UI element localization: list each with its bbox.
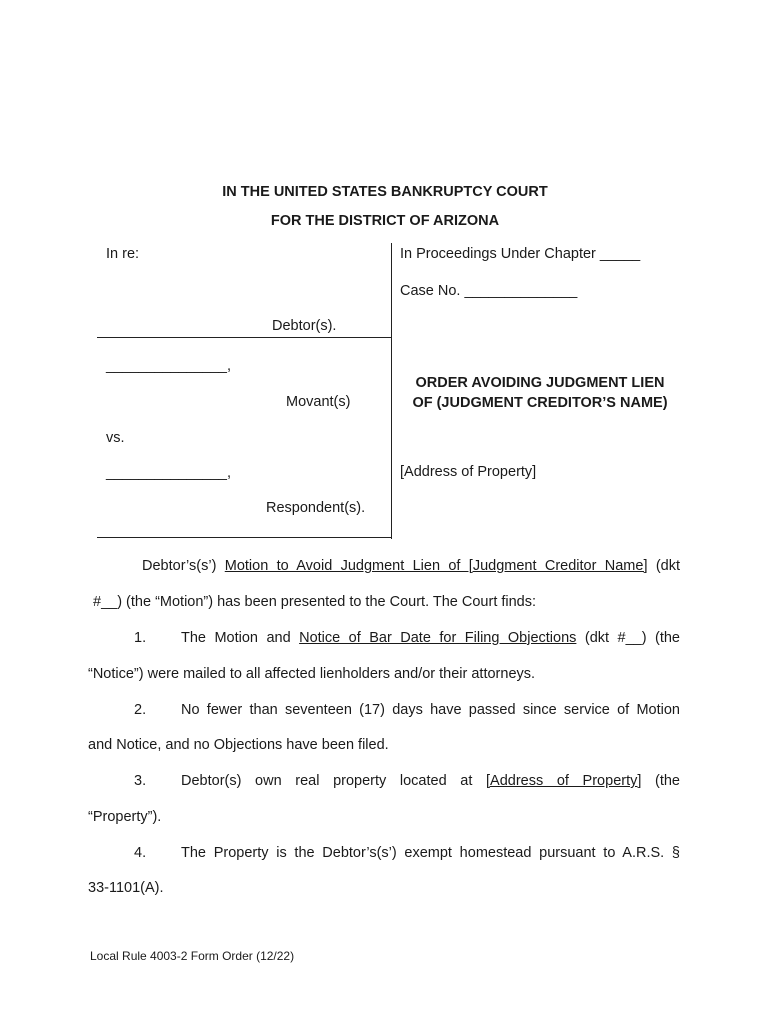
finding-2-number: 2. [134, 702, 147, 718]
finding-3-the: (the [641, 773, 681, 789]
finding-4-line2: 33-1101(A). [88, 880, 164, 896]
finding-3-line2: “Property”). [88, 809, 162, 825]
order-title-line1: ORDER AVOIDING JUDGMENT LIEN [415, 375, 665, 391]
movant-blank: _______________, [106, 358, 231, 374]
movants-label: Movant(s) [286, 394, 351, 410]
finding-4-number: 4. [134, 845, 147, 861]
footer-form-id: Local Rule 4003-2 Form Order (12/22) [90, 949, 295, 963]
respondents-label: Respondent(s). [266, 500, 366, 516]
notice-title-link: Notice of Bar Date for Filing Objections [299, 630, 577, 646]
debtors-label: Debtor(s). [272, 318, 337, 334]
finding-1-text: The Motion and [181, 630, 300, 646]
finding-3-text: Debtor(s) own real property located at [181, 773, 486, 789]
finding-3-line1 [181, 773, 680, 789]
finding-1-line2: “Notice”) were mailed to all affected lienholders and/or their attorneys. [88, 666, 536, 682]
motion-title-link: Motion to Avoid Judgment Lien of [Judgment Creditor Name] [224, 558, 648, 574]
caption-vertical-divider [391, 243, 392, 539]
finding-2-line2: and Notice, and no Objections have been filed. [88, 737, 389, 753]
vs-label: vs. [106, 430, 125, 446]
in-re-label: In re: [106, 246, 140, 262]
case-number-line: Case No. ______________ [400, 283, 578, 299]
property-address-link: [Address of Property] [486, 773, 642, 789]
intro-paragraph-line1 [142, 558, 680, 574]
chapter-line: In Proceedings Under Chapter _____ [400, 246, 641, 262]
finding-2-line1: No fewer than seventeen (17) days have passed since service of Motion [181, 702, 680, 718]
order-title-line2: OF (JUDGMENT CREDITOR’S NAME) [412, 395, 668, 411]
finding-4-line1: The Property is the Debtor’s(s’) exempt homestead pursuant to A.R.S. § [181, 845, 680, 861]
intro-dkt: (dkt [647, 558, 680, 574]
respondent-blank: _______________, [106, 465, 231, 481]
finding-1-number: 1. [134, 630, 147, 646]
property-address-line: [Address of Property] [400, 464, 537, 480]
intro-paragraph-line2: #__) (the “Motion”) has been presented to the Court. The Court finds: [93, 594, 537, 610]
respondent-rule [97, 537, 392, 538]
finding-1-dkt: (dkt #__) (the [576, 630, 680, 646]
finding-1-line1 [181, 630, 680, 646]
court-heading-line2: FOR THE DISTRICT OF ARIZONA [270, 213, 500, 229]
court-heading-line1: IN THE UNITED STATES BANKRUPTCY COURT [222, 184, 548, 200]
intro-text: Debtor’s(s’) [142, 558, 225, 574]
debtor-rule [97, 337, 392, 338]
finding-3-number: 3. [134, 773, 147, 789]
